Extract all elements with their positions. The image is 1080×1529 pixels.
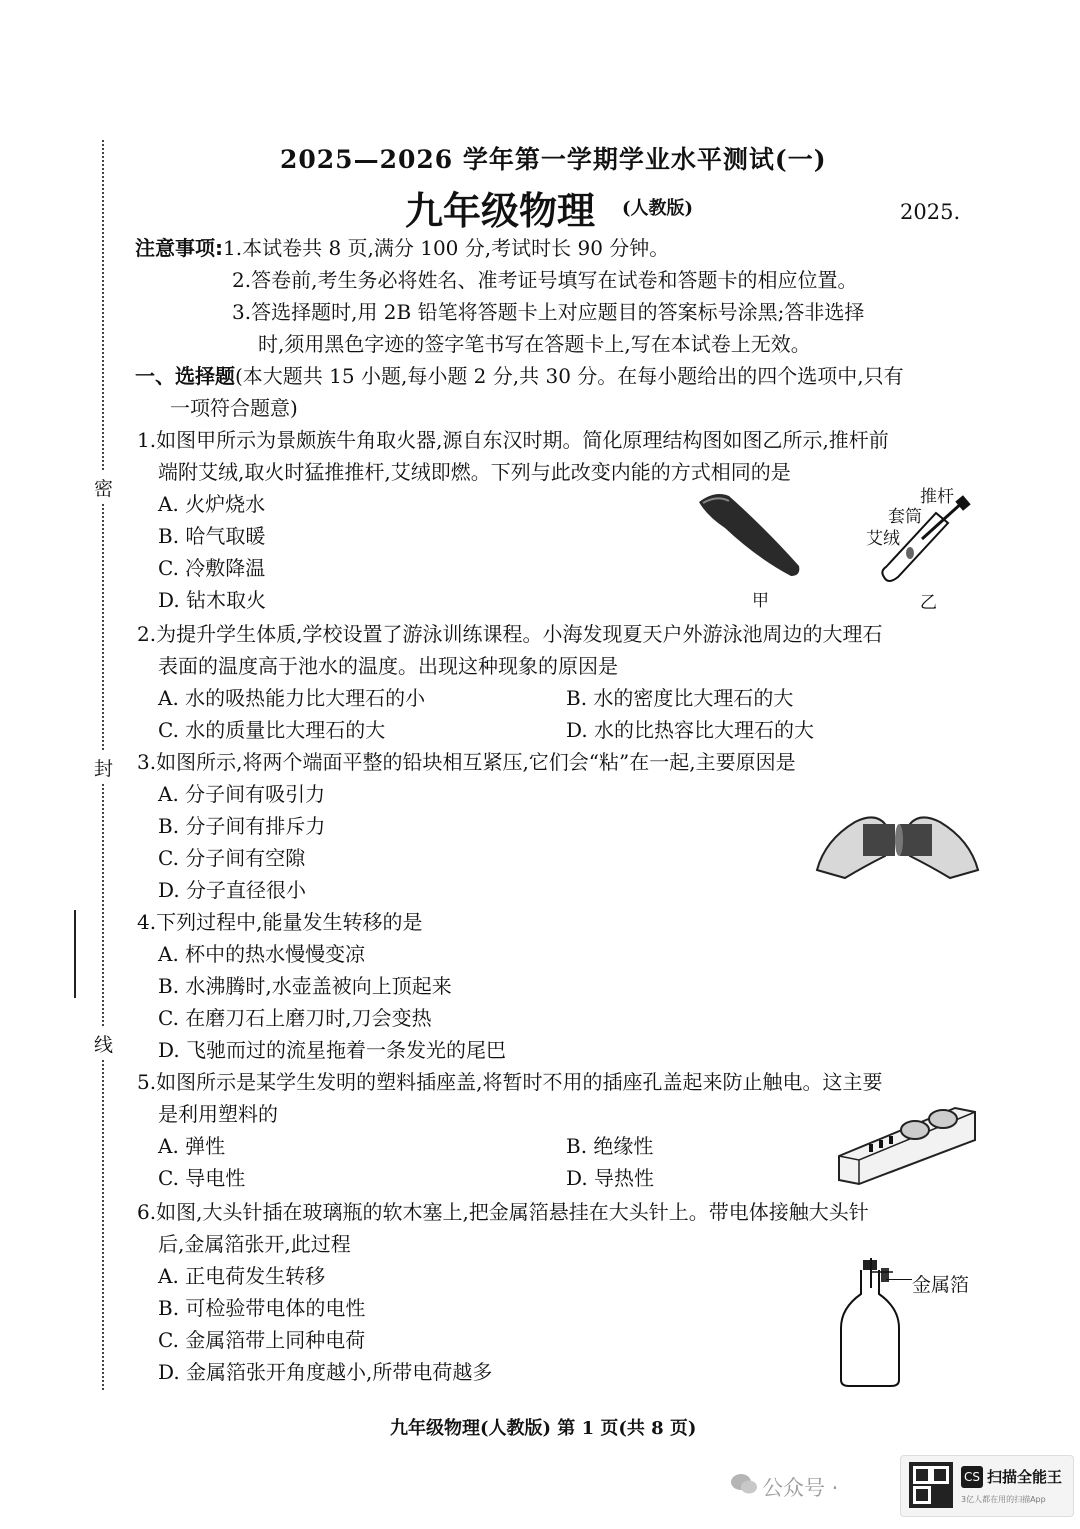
q3-option-d: D. 分子直径很小 (158, 878, 307, 902)
scanner-app-name: 扫描全能王 (987, 1468, 1063, 1486)
q1-stem: 1.如图甲所示为景颇族牛角取火器,源自东汉时期。简化原理结构图如图乙所示,推杆前 (137, 428, 889, 452)
q6-stem: 6.如图,大头针插在玻璃瓶的软木塞上,把金属箔悬挂在大头针上。带电体接触大头针 (137, 1200, 869, 1224)
q3-stem: 3.如图所示,将两个端面平整的铅块相互紧压,它们会“粘”在一起,主要原因是 (137, 750, 796, 774)
q1-option-a: A. 火炉烧水 (158, 492, 266, 516)
section-heading: 一、选择题 (135, 364, 235, 388)
notice-item: 时,须用黑色字迹的签字笔书写在答题卡上,写在本试卷上无效。 (258, 332, 811, 356)
binding-mark-feng: 封 (94, 752, 113, 783)
socket-cover-figure (835, 1100, 977, 1186)
q6-option-d: D. 金属箔张开角度越小,所带电荷越多 (158, 1360, 493, 1384)
binding-mark-mi: 密 (94, 472, 113, 503)
q2-option-a: A. 水的吸热能力比大理石的小 (158, 686, 426, 710)
section-heading-line (135, 360, 965, 389)
figure-label-metal-foil: 金属箔 (912, 1274, 970, 1296)
q6-option-b: B. 可检验带电体的电性 (158, 1296, 366, 1320)
notice-item: 1.本试卷共 8 页,满分 100 分,考试时长 90 分钟。 (223, 236, 670, 260)
figure-label-tinder: 艾绒 (866, 529, 900, 549)
figure-label-sleeve: 套筒 (888, 507, 922, 527)
electroscope-bottle-figure (835, 1258, 905, 1388)
q3-option-a: A. 分子间有吸引力 (158, 782, 326, 806)
margin-scan-mark (74, 910, 80, 998)
q5-stem: 5.如图所示是某学生发明的塑料插座盖,将暂时不用的插座孔盖起来防止触电。这主要 (137, 1070, 883, 1094)
q1-option-c: C. 冷敷降温 (158, 556, 266, 580)
qr-code-icon (909, 1462, 953, 1508)
year-label: 2025. (900, 200, 961, 224)
binding-mark-xian: 线 (94, 1028, 113, 1059)
scanner-badge (900, 1455, 1074, 1517)
figure-label-yi: 乙 (920, 593, 937, 613)
wechat-icon (730, 1472, 758, 1496)
camscanner-logo-icon: CS (961, 1466, 983, 1488)
q4-option-c: C. 在磨刀石上磨刀时,刀会变热 (158, 1006, 432, 1030)
q2-stem-2: 表面的温度高于池水的温度。出现这种现象的原因是 (158, 654, 618, 678)
q2-option-c: C. 水的质量比大理石的大 (158, 718, 386, 742)
q1-option-d: D. 钻木取火 (158, 588, 267, 612)
q5-option-d: D. 导热性 (566, 1166, 655, 1190)
q4-option-d: D. 飞驰而过的流星拖着一条发光的尾巴 (158, 1038, 507, 1062)
lead-blocks-figure (815, 800, 980, 880)
q4-option-b: B. 水沸腾时,水壶盖被向上顶起来 (158, 974, 452, 998)
section-desc: (本大题共 15 小题,每小题 2 分,共 30 分。在每小题给出的四个选项中,只有 (235, 364, 904, 388)
leader-line (886, 1279, 912, 1280)
q4-stem: 4.下列过程中,能量发生转移的是 (137, 910, 423, 934)
figure-label-jia: 甲 (752, 591, 769, 611)
q5-option-a: A. 弹性 (158, 1134, 226, 1158)
edition-label: (人教版) (622, 198, 694, 219)
q3-option-c: C. 分子间有空隙 (158, 846, 306, 870)
q2-option-d: D. 水的比热容比大理石的大 (566, 718, 815, 742)
notice-line-1 (135, 232, 669, 261)
q1-option-b: B. 哈气取暖 (158, 524, 266, 548)
subject-title: 九年级物理 (405, 189, 596, 233)
q6-option-c: C. 金属箔带上同种电荷 (158, 1328, 366, 1352)
q5-stem-2: 是利用塑料的 (158, 1102, 278, 1126)
q1-stem-2: 端附艾绒,取火时猛推推杆,艾绒即燃。下列与此改变内能的方式相同的是 (158, 460, 791, 484)
q5-option-c: C. 导电性 (158, 1166, 246, 1190)
q6-option-a: A. 正电荷发生转移 (158, 1264, 326, 1288)
q2-stem: 2.为提升学生体质,学校设置了游泳训练课程。小海发现夏天户外游泳池周边的大理石 (137, 622, 883, 646)
q5-option-b: B. 绝缘性 (566, 1134, 654, 1158)
figure-label-push-rod: 推杆 (920, 487, 954, 507)
q3-option-b: B. 分子间有排斥力 (158, 814, 326, 838)
q2-option-b: B. 水的密度比大理石的大 (566, 686, 794, 710)
notice-item: 3.答选择题时,用 2B 铅笔将答题卡上对应题目的答案标号涂黑;答非选择 (232, 300, 865, 324)
horn-fire-starter-figure (695, 488, 805, 583)
section-desc-2: 一项符合题意) (170, 396, 298, 420)
q4-option-a: A. 杯中的热水慢慢变凉 (158, 942, 366, 966)
wechat-watermark: 公众号 · (762, 1476, 839, 1500)
scanner-app-tagline: 3亿人都在用的扫描App (961, 1495, 1046, 1504)
notice-heading: 注意事项: (135, 236, 223, 260)
page-footer: 九年级物理(人教版) 第 1 页(共 8 页) (390, 1418, 697, 1439)
notice-item: 2.答卷前,考生务必将姓名、准考证号填写在试卷和答题卡的相应位置。 (232, 268, 858, 292)
exam-title: 2025—2026 学年第一学期学业水平测试(一) (280, 145, 827, 174)
q6-stem-2: 后,金属箔张开,此过程 (158, 1232, 351, 1256)
